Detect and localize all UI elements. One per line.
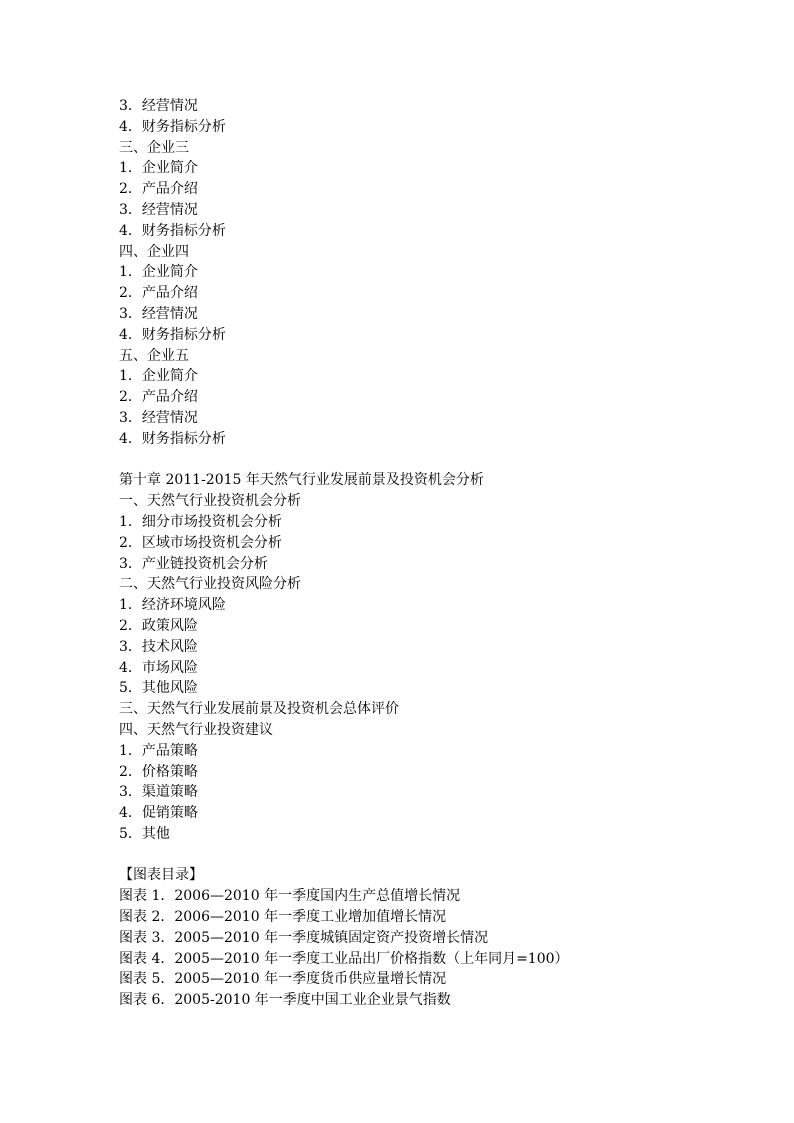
section-heading: 五、企业五: [119, 347, 189, 364]
section-heading: 四、天然气行业投资建议: [119, 721, 273, 738]
text-line: 2．政策风险: [119, 617, 198, 634]
chapter-title: 第十章 2011-2015 年天然气行业发展前景及投资机会分析: [119, 472, 484, 489]
figure-list-item: 图表 1．2006—2010 年一季度国内生产总值增长情况: [119, 888, 461, 905]
text-line: 3．经营情况: [119, 201, 198, 218]
chapter-section: [119, 470, 759, 844]
text-line: 1．企业简介: [119, 368, 198, 385]
text-line: 2．产品介绍: [119, 181, 198, 198]
figure-list-item: 图表 4．2005—2010 年一季度工业品出厂价格指数（上年同月=100）: [119, 950, 569, 967]
text-line: 4．财务指标分析: [119, 222, 226, 239]
text-line: 2．产品介绍: [119, 389, 198, 406]
figure-list-item: 图表 2．2006—2010 年一季度工业增加值增长情况: [119, 909, 447, 926]
blank-line: [119, 845, 759, 866]
figure-list-item: 图表 3．2005—2010 年一季度城镇固定资产投资增长情况: [119, 929, 489, 946]
text-line: 1．企业简介: [119, 160, 198, 177]
text-line: 3．经营情况: [119, 305, 198, 322]
text-line: 4．财务指标分析: [119, 326, 226, 343]
section-heading: 四、企业四: [119, 243, 189, 260]
text-line: 3．技术风险: [119, 638, 198, 655]
section-heading: 二、天然气行业投资风险分析: [119, 576, 301, 593]
text-line: 3．经营情况: [119, 98, 198, 114]
text-line: 4．促销策略: [119, 805, 198, 822]
text-line: 4．财务指标分析: [119, 118, 226, 135]
text-line: 3．经营情况: [119, 409, 198, 426]
figure-list-title: 【图表目录】: [119, 867, 203, 884]
figure-list-item: 图表 5．2005—2010 年一季度货币供应量增长情况: [119, 971, 447, 988]
text-line: 5．其他风险: [119, 680, 198, 697]
section-heading: 三、企业三: [119, 139, 189, 156]
company-section: [119, 96, 759, 450]
section-heading: 一、天然气行业投资机会分析: [119, 493, 301, 510]
text-line: 3．渠道策略: [119, 784, 198, 801]
text-line: 4．市场风险: [119, 659, 198, 676]
document-page: [119, 96, 759, 1011]
text-line: 2．价格策略: [119, 763, 198, 780]
blank-line: [119, 450, 759, 471]
text-line: 3．产业链投资机会分析: [119, 555, 268, 572]
text-line: 1．产品策略: [119, 742, 198, 759]
text-line: 2．区域市场投资机会分析: [119, 534, 282, 551]
text-line: 5．其他: [119, 825, 170, 842]
figure-list-item: 图表 6．2005-2010 年一季度中国工业企业景气指数: [119, 992, 451, 1009]
text-line: 1．细分市场投资机会分析: [119, 513, 282, 530]
text-line: 1．企业简介: [119, 264, 198, 281]
section-heading: 三、天然气行业发展前景及投资机会总体评价: [119, 701, 399, 718]
text-line: 2．产品介绍: [119, 285, 198, 302]
text-line: 1．经济环境风险: [119, 597, 226, 614]
figure-list-section: [119, 865, 759, 1011]
text-line: 4．财务指标分析: [119, 430, 226, 447]
